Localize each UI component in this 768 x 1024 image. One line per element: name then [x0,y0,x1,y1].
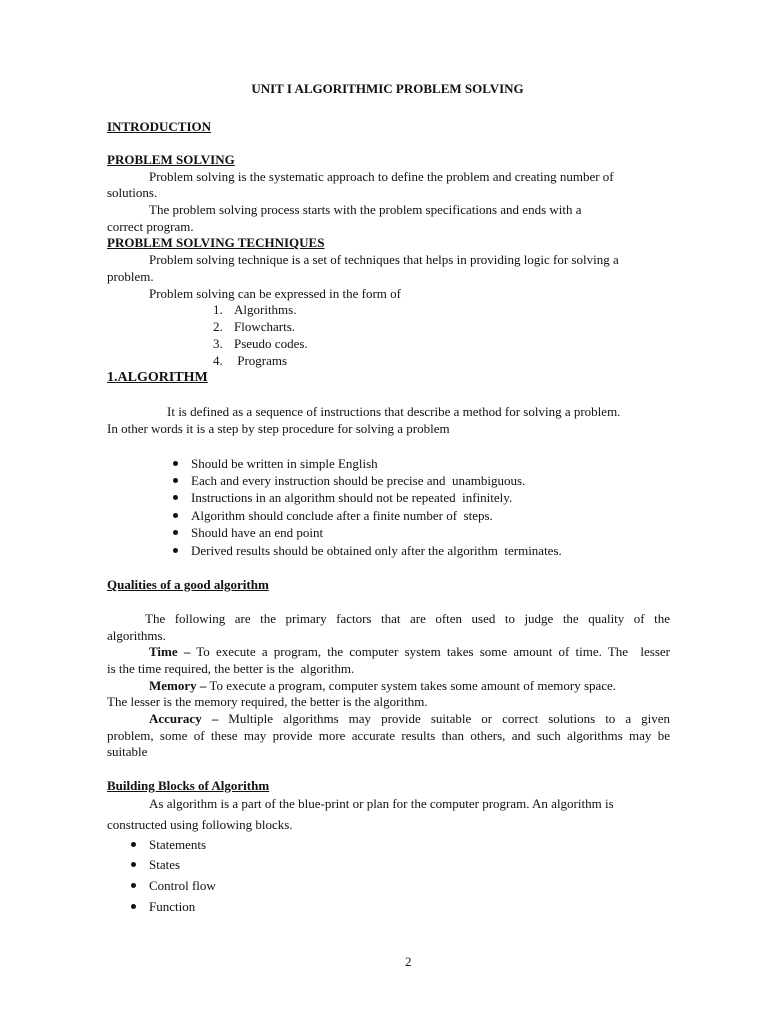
technique-list-item: Flowcharts. [234,319,296,334]
bullet-icon [131,862,136,867]
technique-list-item: Programs [234,353,288,368]
memory-text: To execute a program, computer system takes some amount of memory space. [206,678,617,693]
technique-list-number: 4. [213,353,223,368]
techniques-heading: PROBLEM SOLVING TECHNIQUES [107,235,325,250]
accuracy-factor-line-1 [149,710,670,727]
qualities-heading: Qualities of a good algorithm [107,577,269,592]
accuracy-factor-line-2: problem, some of these may provide more accurate results than others, and such algorithms may be [107,728,670,743]
building-blocks-heading: Building Blocks of Algorithm [107,778,270,793]
bullet-icon [173,495,178,500]
problem-solving-heading: PROBLEM SOLVING [107,152,235,167]
bullet-icon [173,530,178,535]
algorithm-bullet-item: Should have an end point [191,525,324,540]
problem-solving-paragraph-2-line-2: correct program. [107,219,194,234]
accuracy-factor-line-3: suitable [107,744,148,759]
technique-list-number: 2. [213,319,223,334]
time-text: To execute a program, the computer system takes some amount of time. The lesser [190,644,670,659]
bullet-icon [131,842,136,847]
technique-list-number: 1. [213,302,223,317]
building-block-item: Control flow [149,878,216,893]
algorithm-definition-line-1: It is defined as a sequence of instructions that describe a method for solving a problem. [167,404,621,419]
technique-list-number: 3. [213,336,223,351]
page-number: 2 [405,954,412,969]
techniques-paragraph-2: Problem solving can be expressed in the form of [149,286,401,301]
building-blocks-paragraph-line-1: As algorithm is a part of the blue-print or plan for the computer program. An algorithm is [149,796,614,811]
bullet-icon [131,883,136,888]
algorithm-bullet-item: Should be written in simple English [191,456,378,471]
building-block-item: States [149,857,181,872]
time-factor-line-2: is the time required, the better is the algorithm. [107,661,355,676]
accuracy-text: Multiple algorithms may provide suitable or correct solutions to a given [218,711,670,726]
introduction-heading: INTRODUCTION [107,119,212,134]
bullet-icon [173,478,178,483]
problem-solving-paragraph-1-line-2: solutions. [107,185,158,200]
problem-solving-paragraph-2-line-1: The problem solving process starts with the problem specifications and ends with a [149,202,582,217]
algorithm-bullet-item: Instructions in an algorithm should not be repeated infinitely. [191,490,513,505]
technique-list-item: Algorithms. [234,302,297,317]
accuracy-label: Accuracy – [149,711,219,726]
qualities-intro-line-1: The following are the primary factors that are often used to judge the quality of the [145,611,670,626]
memory-factor-line-2: The lesser is the memory required, the better is the algorithm. [107,694,428,709]
building-block-item: Statements [149,837,207,852]
bullet-icon [131,904,136,909]
algorithm-bullet-item: Algorithm should conclude after a finite number of steps. [191,508,493,523]
building-blocks-paragraph-line-2: constructed using following blocks. [107,817,293,832]
problem-solving-paragraph-1-line-1: Problem solving is the systematic approach to define the problem and creating number of [149,169,614,184]
techniques-paragraph-1-line-1: Problem solving technique is a set of techniques that helps in providing logic for solving a [149,252,619,267]
memory-factor-line-1 [149,677,616,694]
technique-list-item: Pseudo codes. [234,336,308,351]
time-factor-line-1 [149,643,670,660]
algorithm-bullet-item: Derived results should be obtained only after the algorithm terminates. [191,543,562,558]
algorithm-bullet-item: Each and every instruction should be precise and unambiguous. [191,473,526,488]
memory-label: Memory – [149,678,207,693]
bullet-icon [173,548,178,553]
algorithm-definition-line-2: In other words it is a step by step procedure for solving a problem [107,421,450,436]
qualities-intro-line-2: algorithms. [107,628,166,643]
time-label: Time – [149,644,191,659]
techniques-paragraph-1-line-2: problem. [107,269,154,284]
page-title: UNIT I ALGORITHMIC PROBLEM SOLVING [251,81,524,96]
building-block-item: Function [149,899,196,914]
algorithm-heading: 1.ALGORITHM [107,370,208,385]
bullet-icon [173,461,178,466]
bullet-icon [173,513,178,518]
